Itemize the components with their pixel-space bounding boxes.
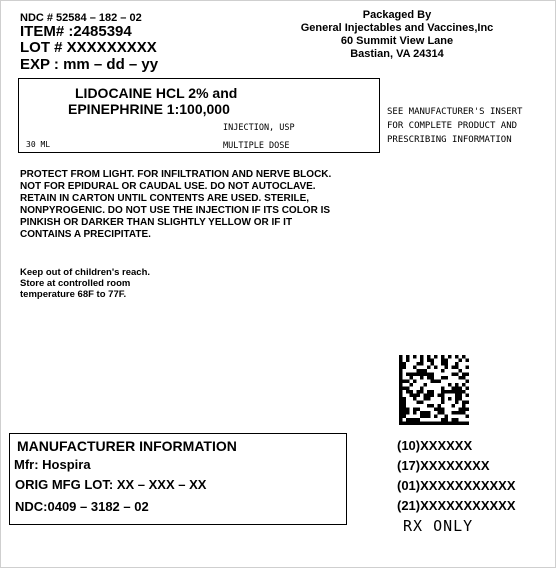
drug-route: INJECTION, USP <box>223 123 295 133</box>
lot-number: LOT # XXXXXXXXX <box>20 39 157 56</box>
drug-name-line1: LIDOCAINE HCL 2% and <box>75 85 238 101</box>
drug-box <box>18 78 380 153</box>
insert-note <box>387 105 552 147</box>
packager-city: Bastian, VA 24314 <box>350 48 444 60</box>
drug-dose-type: MULTIPLE DOSE <box>223 141 290 151</box>
code-17: (17)XXXXXXXX <box>397 458 490 473</box>
packager-company: General Injectables and Vaccines,Inc <box>300 22 494 34</box>
insert-note-line2: FOR COMPLETE PRODUCT AND <box>387 121 518 131</box>
insert-note-line1: SEE MANUFACTURER'S INSERT <box>387 107 523 117</box>
manufacturer-name: Mfr: Hospira <box>14 457 91 472</box>
packager-address: 60 Summit View Lane <box>340 35 454 47</box>
manufacturer-ndc: NDC:0409 – 3182 – 02 <box>15 499 149 514</box>
item-number: ITEM# :2485394 <box>20 23 132 40</box>
datamatrix-barcode-icon <box>399 355 469 425</box>
rx-only: RX ONLY <box>403 517 474 535</box>
insert-note-line3: PRESCRIBING INFORMATION <box>387 135 512 145</box>
storage-line1: Keep out of children's reach. <box>20 267 151 278</box>
storage-line3: temperature 68F to 77F. <box>20 289 127 300</box>
packager-info <box>267 9 527 61</box>
expiration-date: EXP : mm – dd – yy <box>20 56 159 73</box>
packager-title: Packaged By <box>362 9 432 21</box>
manufacturer-box <box>9 433 347 525</box>
code-21: (21)XXXXXXXXXXX <box>397 498 516 513</box>
storage-info <box>20 267 210 300</box>
drug-volume: 30 ML <box>26 140 51 149</box>
warning-text: PROTECT FROM LIGHT. FOR INFILTRATION AND NERVE BLOCK. NOT FOR EPIDURAL OR CAUDAL USE. DO NOT AUTOCLAVE. RETAIN IN CARTON UNTIL CONTENTS ARE USED. STERILE, NONPYROGENIC. DO NOT USE THE INJECTION IF ITS COLOR IS PINKISH OR DARKER THAN SLIGHTLY YELLOW OR IF IT CONTAINS A PRECIPITATE. <box>20 169 332 240</box>
ndc-number: NDC # 52584 – 182 – 02 <box>20 12 142 24</box>
gs1-codes <box>397 437 516 517</box>
manufacturer-title: MANUFACTURER INFORMATION <box>17 438 237 454</box>
code-10: (10)XXXXXX <box>397 438 473 453</box>
code-01: (01)XXXXXXXXXXX <box>397 478 516 493</box>
storage-line2: Store at controlled room <box>20 278 131 289</box>
drug-name-line2: EPINEPHRINE 1:100,000 <box>68 101 230 117</box>
manufacturer-orig-lot: ORIG MFG LOT: XX – XXX – XX <box>15 477 207 492</box>
